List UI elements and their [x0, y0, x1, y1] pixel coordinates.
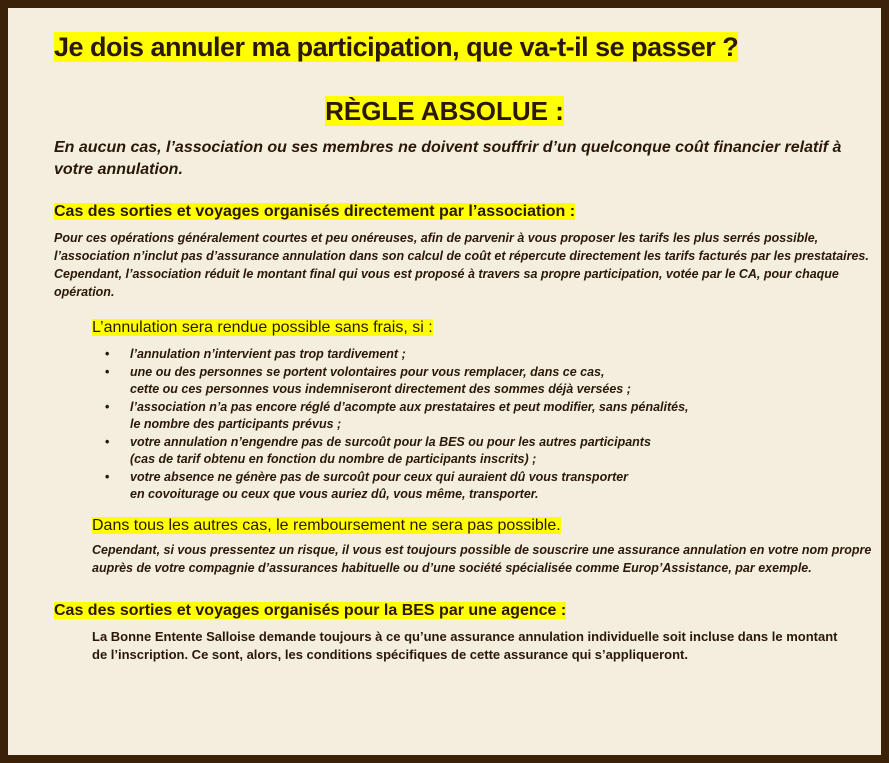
section-heading-agency: Cas des sorties et voyages organisés pour la BES par une agence : [54, 602, 567, 619]
page-title: Je dois annuler ma participation, que va-t-il se passer ? [54, 32, 739, 62]
document-page [8, 8, 881, 755]
list-item: • l’association n’a pas encore réglé d’acompte aux prestataires et peut modifier, sans pénalités, le nombre des participants prévus ; [105, 399, 689, 431]
rule-heading: RÈGLE ABSOLUE : [325, 96, 564, 126]
other-cases-text: Cependant, si vous pressentez un risque, il vous est toujours possible de souscrire une assurance annulation en votre nom propre auprès de votre compagnie d’assurances habituelle ou d’une société spécialisée comme Europ’Assistance, par exemple. [92, 543, 872, 575]
section-paragraph-agency: La Bonne Entente Salloise demande toujours à ce qu’une assurance annulation individuelle soit incluse dans le montant de l’inscription. Ce sont, alors, les conditions spécifiques de cette assurance qui s’appliqueront. [92, 629, 838, 662]
conditions-list [92, 346, 689, 504]
list-item: • votre absence ne génère pas de surcoût pour ceux qui auraient dû vous transporter en covoiturage ou ceux que vous auriez dû, vous même, transporter. [105, 469, 629, 501]
bullet-icon: • [105, 469, 110, 484]
conditions-heading: L’annulation sera rendue possible sans frais, si : [92, 319, 433, 336]
rule-statement: En aucun cas, l’association ou ses membres ne doivent souffrir d’un quelconque coût financier relatif à votre annulation. [54, 139, 842, 178]
bullet-icon: • [105, 434, 110, 449]
bullet-icon: • [105, 399, 110, 414]
list-item: • l’annulation n’intervient pas trop tardivement ; [92, 346, 689, 364]
list-item: • une ou des personnes se portent volontaires pour vous remplacer, dans ce cas, cette ou ces personnes vous indemniseront directement des sommes déjà versées ; [105, 364, 631, 396]
bullet-icon: • [105, 364, 110, 379]
list-item: • votre annulation n’engendre pas de surcoût pour la BES ou pour les autres participants (cas de tarif obtenu en fonction du nombre de participants inscrits) ; [105, 434, 651, 466]
other-cases-heading: Dans tous les autres cas, le remboursement ne sera pas possible. [92, 517, 561, 534]
section-heading-association: Cas des sorties et voyages organisés directement par l’association : [54, 203, 576, 220]
bullet-icon: • [105, 347, 110, 361]
section-paragraph-association: Pour ces opérations généralement courtes et peu onéreuses, afin de parvenir à vous proposer les tarifs les plus serrés possible, l’association n’inclut pas d’assurance annulation dans son calcul de coût et répercute directement les tarifs facturés par les prestataires. Cependant, l’association réduit le montant final qui vous est proposé à travers sa propre participation, votée par le CA, pour chaque opération. [54, 231, 869, 299]
